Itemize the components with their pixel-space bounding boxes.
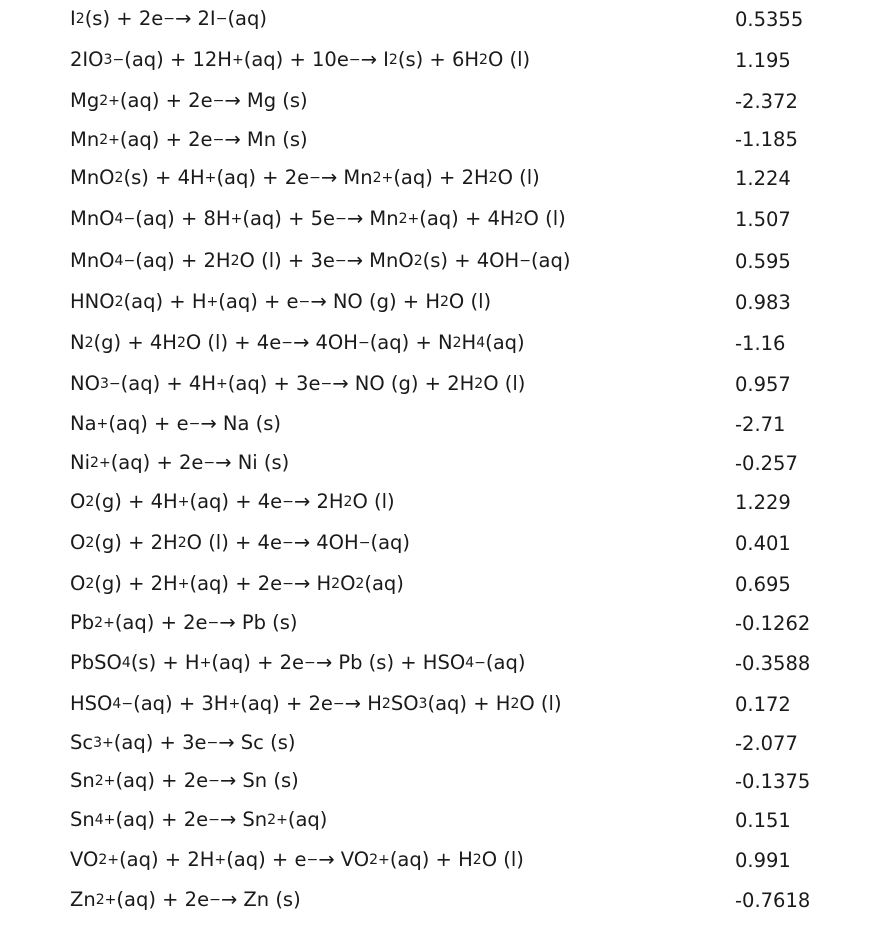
table-row xyxy=(0,0,888,38)
standard-potential: -2.077 xyxy=(735,731,798,755)
half-reaction: Sc 3+ (aq) + 3e − → Sc (s) xyxy=(70,731,296,755)
table-row xyxy=(0,482,888,522)
table-row xyxy=(0,800,888,840)
half-reaction: O 2 (g) + 2H 2 O (l) + 4e − → 4OH − (aq) xyxy=(70,531,411,555)
table-row xyxy=(0,198,888,240)
standard-potential: -0.1262 xyxy=(735,611,811,635)
standard-potential: -0.3588 xyxy=(735,651,811,675)
standard-potential: -1.185 xyxy=(735,128,798,151)
table-row xyxy=(0,404,888,444)
half-reaction: MnO 4 − (aq) + 2H 2 O (l) + 3e − → MnO 2 (s) + 4OH − (aq) xyxy=(70,249,571,273)
half-reaction: N 2 (g) + 4H 2 O (l) + 4e − → 4OH − (aq) + N 2 H 4 (aq) xyxy=(70,331,525,355)
table-row xyxy=(0,522,888,564)
half-reaction: Sn 2+ (aq) + 2e − → Sn (s) xyxy=(70,769,299,793)
table-row xyxy=(0,762,888,800)
half-reaction: Mn 2+ (aq) + 2e − → Mn (s) xyxy=(70,127,308,151)
half-reaction: Sn 4+ (aq) + 2e − → Sn 2+ (aq) xyxy=(70,808,328,832)
half-reaction: MnO 4 − (aq) + 8H + (aq) + 5e − → Mn 2+ (aq) + 4H 2 O (l) xyxy=(70,207,566,231)
half-reaction: Ni 2+ (aq) + 2e − → Ni (s) xyxy=(70,451,290,475)
half-reaction: O 2 (g) + 4H + (aq) + 4e − → 2H 2 O (l) xyxy=(70,490,395,514)
standard-potential: 0.695 xyxy=(735,572,791,596)
half-reaction: O 2 (g) + 2H + (aq) + 2e − → H 2 O 2 (aq) xyxy=(70,572,404,596)
standard-potential: 1.507 xyxy=(735,207,791,231)
standard-potential: 0.957 xyxy=(735,372,791,396)
standard-potential: 0.983 xyxy=(735,290,791,314)
standard-potential: 1.224 xyxy=(735,166,791,190)
table-row xyxy=(0,240,888,282)
table-row xyxy=(0,880,888,920)
standard-potential: -0.257 xyxy=(735,451,798,475)
table-row xyxy=(0,158,888,198)
standard-potential: 0.5355 xyxy=(735,7,804,31)
table-row xyxy=(0,444,888,482)
half-reaction: Pb 2+ (aq) + 2e − → Pb (s) xyxy=(70,611,298,635)
half-reaction: Mg 2+ (aq) + 2e − → Mg (s) xyxy=(70,89,308,113)
table-row xyxy=(0,82,888,120)
half-reaction: NO 3 − (aq) + 4H + (aq) + 3e − → NO (g) + 2H 2 O (l) xyxy=(70,372,526,396)
half-reaction: I 2 (s) + 2e − → 2I − (aq) xyxy=(70,7,267,31)
half-reaction: PbSO 4 (s) + H + (aq) + 2e − → Pb (s) + HSO 4 − (aq) xyxy=(70,651,526,675)
standard-potential: -0.7618 xyxy=(735,888,811,912)
half-reaction: Zn 2+ (aq) + 2e − → Zn (s) xyxy=(70,888,301,912)
standard-potential: -1.16 xyxy=(735,331,786,355)
table-row xyxy=(0,364,888,404)
half-reaction: MnO 2 (s) + 4H + (aq) + 2e − → Mn 2+ (aq) + 2H 2 O (l) xyxy=(70,166,540,190)
standard-potential: 0.401 xyxy=(735,531,791,555)
half-reaction: VO 2 + (aq) + 2H + (aq) + e − → VO 2+ (aq) + H 2 O (l) xyxy=(70,848,524,872)
standard-potential: -2.71 xyxy=(735,412,786,436)
standard-potential: 1.229 xyxy=(735,490,791,514)
table-row xyxy=(0,684,888,724)
table-row xyxy=(0,282,888,322)
table-row xyxy=(0,322,888,364)
table-row xyxy=(0,564,888,604)
table-row xyxy=(0,840,888,880)
table-row xyxy=(0,642,888,684)
table-row xyxy=(0,121,888,158)
standard-potential: 1.195 xyxy=(735,48,791,72)
table-row xyxy=(0,604,888,642)
half-reaction: HSO 4 − (aq) + 3H + (aq) + 2e − → H 2 SO 3 (aq) + H 2 O (l) xyxy=(70,692,562,716)
standard-potential: 0.595 xyxy=(735,249,791,273)
standard-potential: -2.372 xyxy=(735,89,798,113)
standard-potential: 0.172 xyxy=(735,692,791,716)
table-row xyxy=(0,40,888,80)
half-reaction: Na + (aq) + e − → Na (s) xyxy=(70,412,282,436)
half-reaction: HNO 2 (aq) + H + (aq) + e − → NO (g) + H 2 O (l) xyxy=(70,290,492,314)
half-reaction: 2IO 3 − (aq) + 12H + (aq) + 10e − → I 2 (s) + 6H 2 O (l) xyxy=(70,48,531,72)
table-row xyxy=(0,724,888,762)
standard-potential: -0.1375 xyxy=(735,769,811,793)
standard-potential: 0.151 xyxy=(735,808,791,832)
standard-potential: 0.991 xyxy=(735,848,791,872)
